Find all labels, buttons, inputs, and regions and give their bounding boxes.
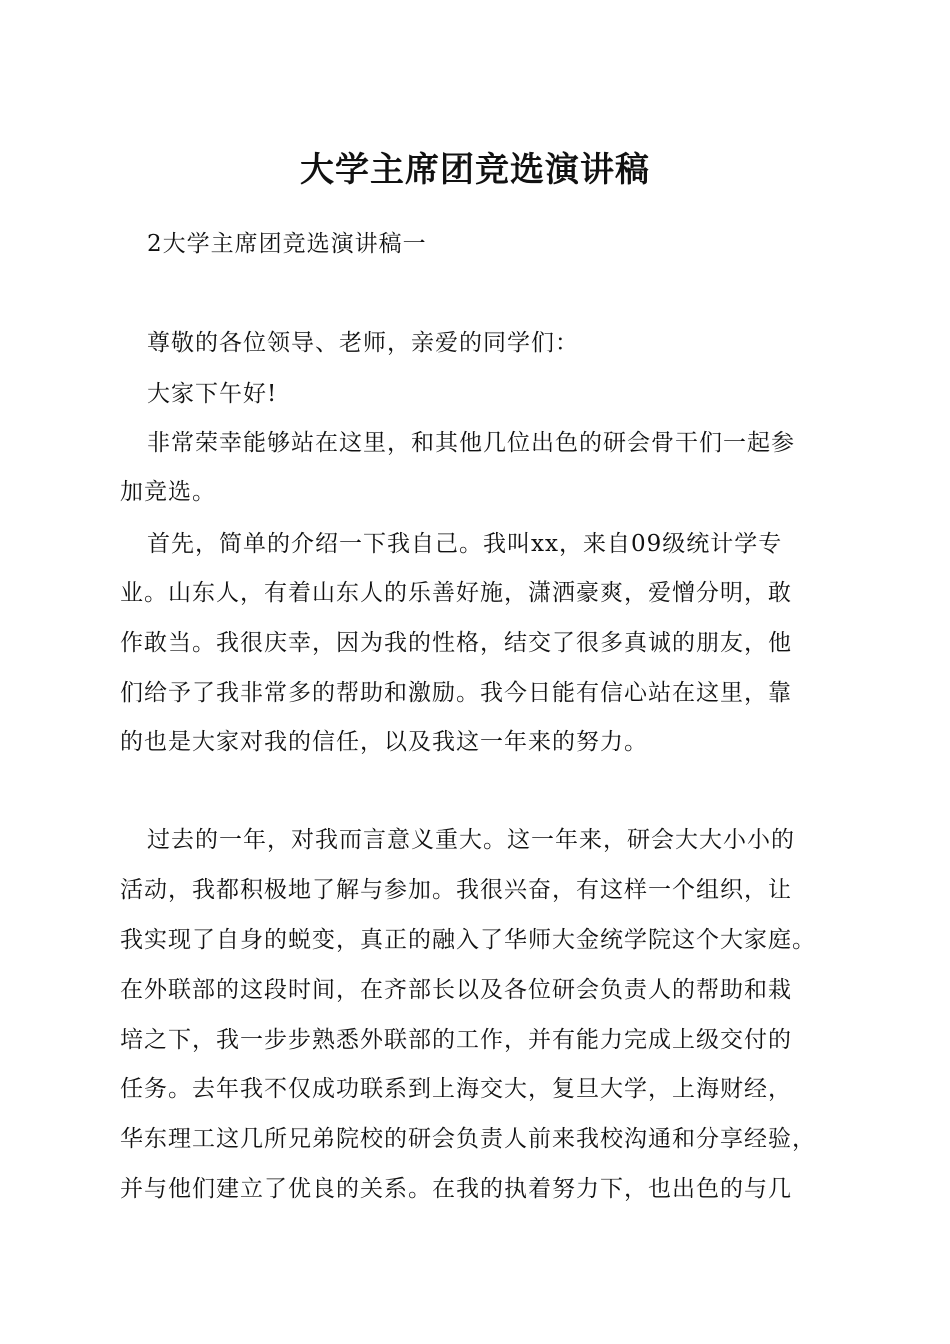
document-title: 大学主席团竞选演讲稿	[300, 150, 650, 190]
paragraph-line: 过去的一年，对我而言意义重大。这一年来，研会大大小小的	[147, 827, 795, 853]
paragraph-line: 作敢当。我很庆幸，因为我的性格，结交了很多真诚的朋友，他	[120, 630, 792, 656]
paragraph-line: 在外联部的这段时间，在齐部长以及各位研会负责人的帮助和栽	[120, 977, 792, 1003]
paragraph-line: 加竞选。	[120, 479, 216, 505]
paragraph-line: 培之下，我一步步熟悉外联部的工作，并有能力完成上级交付的	[120, 1027, 792, 1053]
paragraph-line: 非常荣幸能够站在这里，和其他几位出色的研会骨干们一起参	[147, 430, 795, 456]
paragraph-line: 们给予了我非常多的帮助和激励。我今日能有信心站在这里，靠	[120, 680, 792, 706]
paragraph-line: 的也是大家对我的信任，以及我这一年来的努力。	[120, 729, 648, 755]
paragraph-line: 任务。去年我不仅成功联系到上海交大，复旦大学，上海财经，	[120, 1076, 792, 1102]
document-subtitle: 2大学主席团竞选演讲稿一	[147, 231, 427, 257]
paragraph-line: 尊敬的各位领导、老师，亲爱的同学们：	[147, 330, 579, 356]
paragraph-line: 并与他们建立了优良的关系。在我的执着努力下，也出色的与几	[120, 1176, 792, 1202]
paragraph-line: 活动，我都积极地了解与参加。我很兴奋，有这样一个组织，让	[120, 877, 792, 903]
paragraph-line: 大家下午好!	[147, 381, 278, 407]
paragraph-line: 首先，简单的介绍一下我自己。我叫xx，来自09级统计学专	[147, 531, 783, 557]
paragraph-line: 我实现了自身的蜕变，真正的融入了华师大金统学院这个大家庭。	[120, 927, 816, 953]
paragraph-line: 华东理工这几所兄弟院校的研会负责人前来我校沟通和分享经验，	[120, 1126, 816, 1152]
paragraph-line: 业。山东人，有着山东人的乐善好施，潇洒豪爽，爱憎分明，敢	[120, 580, 792, 606]
